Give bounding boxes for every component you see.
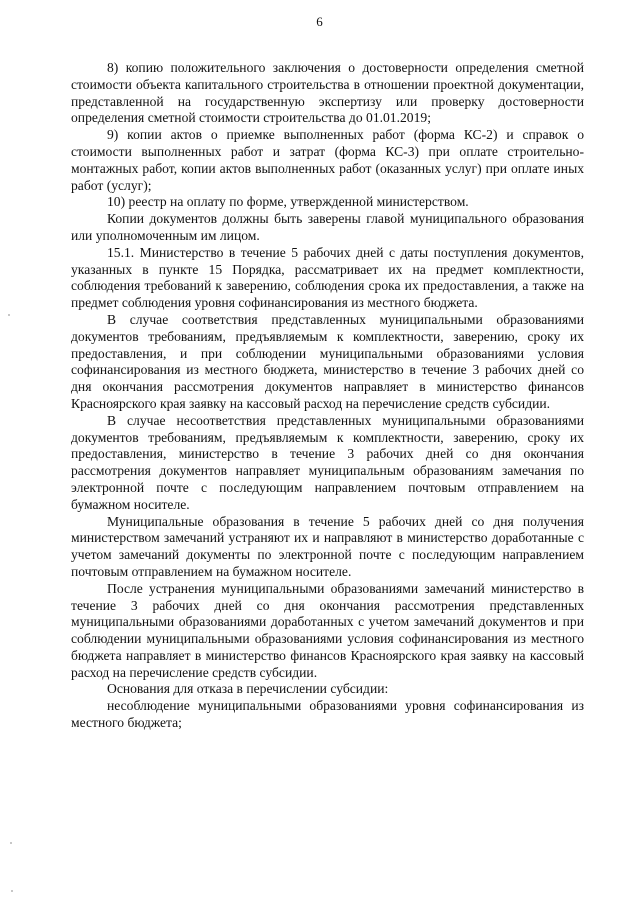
page-number: 6 <box>316 14 323 29</box>
paragraph-noncompliance-case: В случае несоответствия представленных муниципальными образованиями документов требованиям, предъявляемым к комплектности, заверению, сроку их предоставления, министерство в течение 3 рабочих дней со дня окончания рассмотрения документов направляет муниципальным образованиям замечания по электронной почте с последующим направлением почтовым отправлением на бумажном носителе. <box>71 412 584 512</box>
scan-dot <box>8 314 10 316</box>
paragraph-after-correction: После устранения муниципальными образованиями замечаний министерство в течение 3 рабочих дней со дня окончания рассмотрения представленных муниципальными образованиями доработанных с учетом замечаний документов и при соблюдении муниципальными образованиями условия софинансирования из местного бюджета направляет в министерство финансов Красноярского края заявку на кассовый расход на перечисление средств субсидии. <box>71 580 584 680</box>
scan-dot <box>10 842 12 844</box>
paragraph-item-8: 8) копию положительного заключения о достоверности определения сметной стоимости объекта капитального строительства в отношении проектной документации, представленной на государственную экспертизу или проверку достоверности определения сметной стоимости строительства до 01.01.2019; <box>71 60 584 126</box>
paragraph-compliance-case: В случае соответствия представленных муниципальными образованиями документов требованиям, предъявляемым к комплектности, заверению, сроку их предоставления, и при соблюдении муниципальными образованиями условия софинансирования из местного бюджета, министерство в течение 3 рабочих дней со дня окончания рассмотрения документов направляет в министерство финансов Красноярского края заявку на кассовый расход на перечисление средств субсидии. <box>71 311 584 411</box>
document-body <box>71 60 584 732</box>
paragraph-15-1: 15.1. Министерство в течение 5 рабочих дней с даты поступления документов, указанных в пункте 15 Порядка, рассматривает их на предмет комплектности, соблюдения требований к заверению, соблюдения срока их предоставления, а также на предмет соблюдения уровня софинансирования из местного бюджета. <box>71 244 584 311</box>
paragraph-refusal-condition: несоблюдение муниципальными образованиями уровня софинансирования из местного бюджета; <box>71 698 584 731</box>
paragraph-remarks-correction: Муниципальные образования в течение 5 рабочих дней со дня получения министерством замечаний устраняют их и направляют в министерство доработанные с учетом замечаний документы по электронной почте с последующим направлением почтовым отправлением на бумажном носителе. <box>71 513 584 579</box>
paragraph-copies-certification: Копии документов должны быть заверены главой муниципального образования или уполномоченным им лицом. <box>71 211 584 243</box>
paragraph-refusal-grounds: Основания для отказа в перечислении субсидии: <box>107 681 389 697</box>
scan-dot <box>11 890 13 892</box>
paragraph-item-9: 9) копии актов о приемке выполненных работ (форма КС-2) и справок о стоимости выполненных работ и затрат (форма КС-3) при оплате строительно-монтажных работ, копии актов выполненных работ (оказанных услуг) при оплате иных работ (услуг); <box>71 127 584 193</box>
paragraph-item-10: 10) реестр на оплату по форме, утвержденной министерством. <box>107 194 469 210</box>
